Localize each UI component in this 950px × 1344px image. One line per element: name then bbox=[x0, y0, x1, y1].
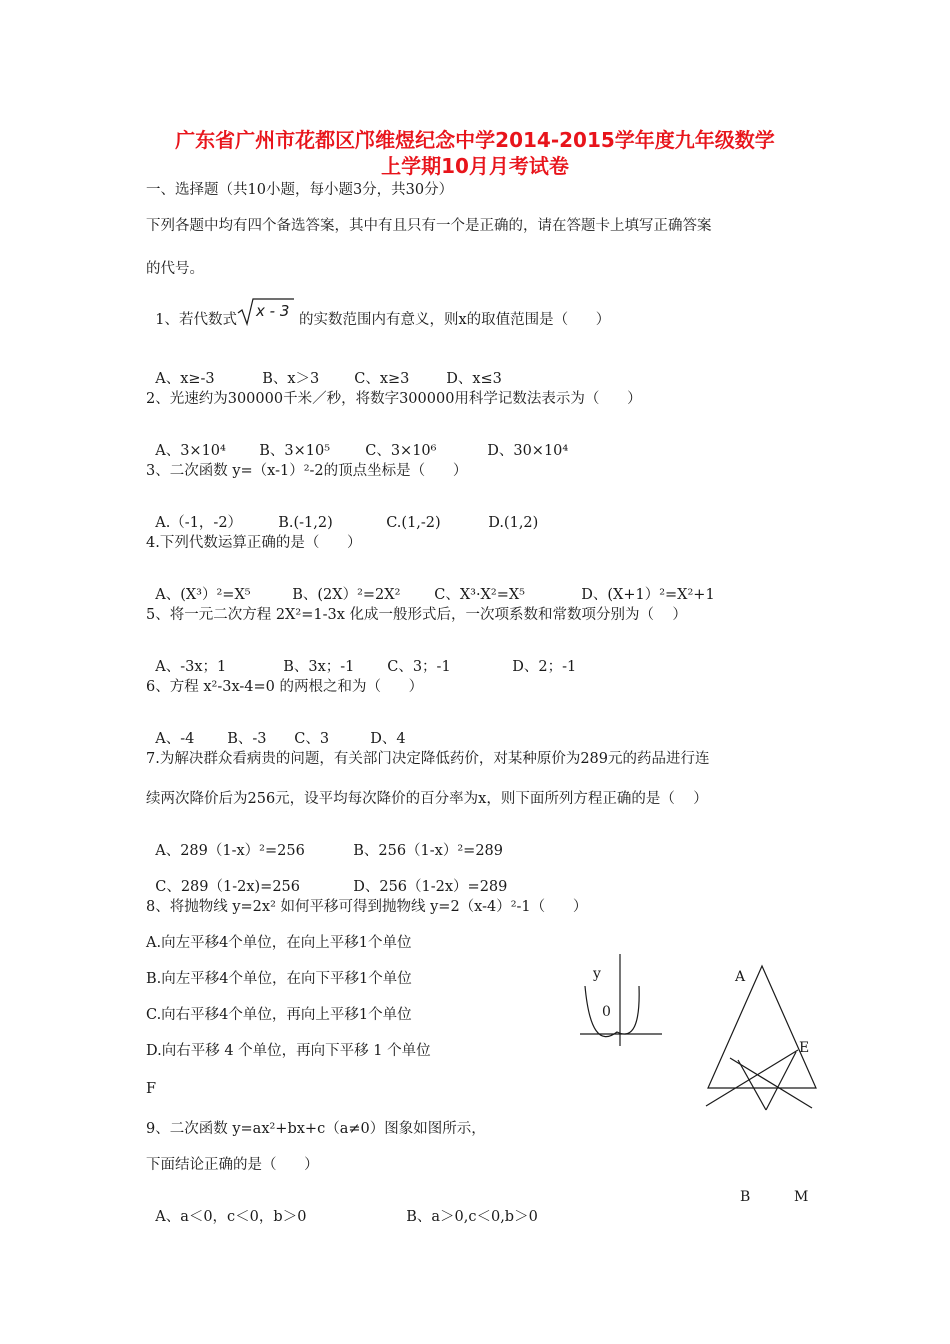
option-b: B、x＞3 bbox=[262, 371, 320, 387]
option-b: B、a＞0,c＜0,b＞0 bbox=[406, 1209, 538, 1225]
question-1-prefix: 1、若代数式 bbox=[155, 312, 237, 328]
question-9-line1: 9、二次函数 y=ax²+bx+c（a≠0）图象如图所示， bbox=[146, 1121, 486, 1137]
parabola-graph-icon bbox=[575, 950, 665, 1050]
instruction-line2: 的代号。 bbox=[146, 261, 204, 277]
triangle-label-b: B bbox=[740, 1189, 751, 1205]
option-c: C、3 bbox=[294, 731, 330, 747]
question-1-options bbox=[146, 351, 502, 388]
question-7-line1: 7.为解决群众看病贵的问题，有关部门决定降低药价，对某种原价为289元的药品进行连 bbox=[146, 751, 710, 767]
parabola-figure bbox=[575, 950, 665, 1050]
section-heading: 一、选择题（共10小题，每小题3分，共30分） bbox=[146, 182, 454, 198]
option-a: A、x≥-3 bbox=[155, 371, 215, 387]
option-a: A、(X³）²=X⁵ bbox=[155, 587, 251, 603]
question-2-options bbox=[146, 423, 568, 460]
document-title-line1: 广东省广州市花都区邝维煜纪念中学2014-2015学年度九年级数学 bbox=[175, 128, 775, 152]
option-d: D、2；-1 bbox=[512, 659, 577, 675]
option-d: D.(1,2) bbox=[488, 515, 539, 531]
question-3-options bbox=[146, 495, 538, 532]
question-8-option-d: D.向右平移 4 个单位，再向下平移 1 个单位 bbox=[146, 1043, 431, 1059]
option-c: C.(1,-2) bbox=[386, 515, 441, 531]
option-c: C、3×10⁶ bbox=[365, 443, 437, 459]
question-8-option-c: C.向右平移4个单位，再向上平移1个单位 bbox=[146, 1007, 412, 1023]
option-c: C、3；-1 bbox=[387, 659, 451, 675]
triangle-star-icon bbox=[700, 960, 820, 1115]
option-d: D、x≤3 bbox=[446, 371, 502, 387]
question-1-suffix: 的实数范围内有意义，则x的取值范围是（ ） bbox=[298, 312, 611, 328]
option-d: D、(X+1）²=X²+1 bbox=[581, 587, 715, 603]
option-b: B、-3 bbox=[227, 731, 267, 747]
option-a: A.（-1，-2） bbox=[155, 515, 243, 531]
option-b: B、256（1-x）²=289 bbox=[353, 843, 503, 859]
option-c: C、x≥3 bbox=[354, 371, 410, 387]
question-5-options bbox=[146, 639, 576, 676]
option-a: A、-3x；1 bbox=[155, 659, 227, 675]
radicand: x - 3 bbox=[256, 302, 290, 320]
option-b: B.(-1,2) bbox=[278, 515, 333, 531]
document-title-line2: 上学期10月月考试卷 bbox=[381, 154, 569, 178]
option-a: A、-4 bbox=[155, 731, 195, 747]
option-c: C、X³·X²=X⁵ bbox=[434, 587, 525, 603]
question-2: 2、光速约为300000千米／秒，将数字300000用科学记数法表示为（ ） bbox=[146, 391, 642, 407]
stray-label-f: F bbox=[146, 1081, 157, 1097]
question-7-options-row1 bbox=[146, 823, 503, 860]
question-8-option-a: A.向左平移4个单位，在向上平移1个单位 bbox=[146, 935, 412, 951]
question-8: 8、将抛物线 y=2x² 如何平移可得到抛物线 y=2（x-4）²-1（ ） bbox=[146, 899, 588, 915]
parabola-y-label: y bbox=[593, 966, 601, 982]
triangle-label-e: E bbox=[799, 1040, 810, 1056]
sqrt-expression bbox=[236, 296, 296, 326]
question-5: 5、将一元二次方程 2X²=1-3x 化成一般形式后，一次项系数和常数项分别为（ ） bbox=[146, 607, 687, 623]
question-9-options bbox=[146, 1189, 538, 1226]
question-1 bbox=[146, 292, 610, 329]
question-6-options bbox=[146, 711, 406, 748]
triangle-figure bbox=[700, 960, 820, 1115]
option-c: C、289（1-2x)=256 bbox=[155, 879, 300, 895]
triangle-label-a: A bbox=[735, 969, 746, 985]
question-4-options bbox=[146, 567, 715, 604]
option-b: B、(2X）²=2X² bbox=[292, 587, 401, 603]
option-b: B、3×10⁵ bbox=[259, 443, 331, 459]
option-a: A、a＜0，c＜0，b＞0 bbox=[155, 1209, 307, 1225]
question-6: 6、方程 x²-3x-4=0 的两根之和为（ ） bbox=[146, 679, 424, 695]
option-d: D、4 bbox=[370, 731, 406, 747]
question-8-option-b: B.向左平移4个单位，在向下平移1个单位 bbox=[146, 971, 412, 987]
question-9-line2: 下面结论正确的是（ ） bbox=[146, 1157, 319, 1173]
parabola-origin-label: 0 bbox=[602, 1004, 611, 1020]
option-a: A、3×10⁴ bbox=[155, 443, 226, 459]
option-d: D、30×10⁴ bbox=[487, 443, 569, 459]
question-7-line2: 续两次降价后为256元，设平均每次降价的百分率为x，则下面所列方程正确的是（ ） bbox=[146, 791, 708, 807]
option-b: B、3x；-1 bbox=[283, 659, 355, 675]
option-a: A、289（1-x）²=256 bbox=[155, 843, 305, 859]
triangle-label-m: M bbox=[794, 1189, 809, 1205]
option-d: D、256（1-2x）=289 bbox=[353, 879, 508, 895]
question-3: 3、二次函数 y=（x-1）²-2的顶点坐标是（ ） bbox=[146, 463, 468, 479]
question-4: 4.下列代数运算正确的是（ ） bbox=[146, 535, 362, 551]
question-7-options-row2 bbox=[146, 859, 507, 896]
instruction-line1: 下列各题中均有四个备选答案，其中有且只有一个是正确的，请在答题卡上填写正确答案 bbox=[146, 218, 712, 234]
